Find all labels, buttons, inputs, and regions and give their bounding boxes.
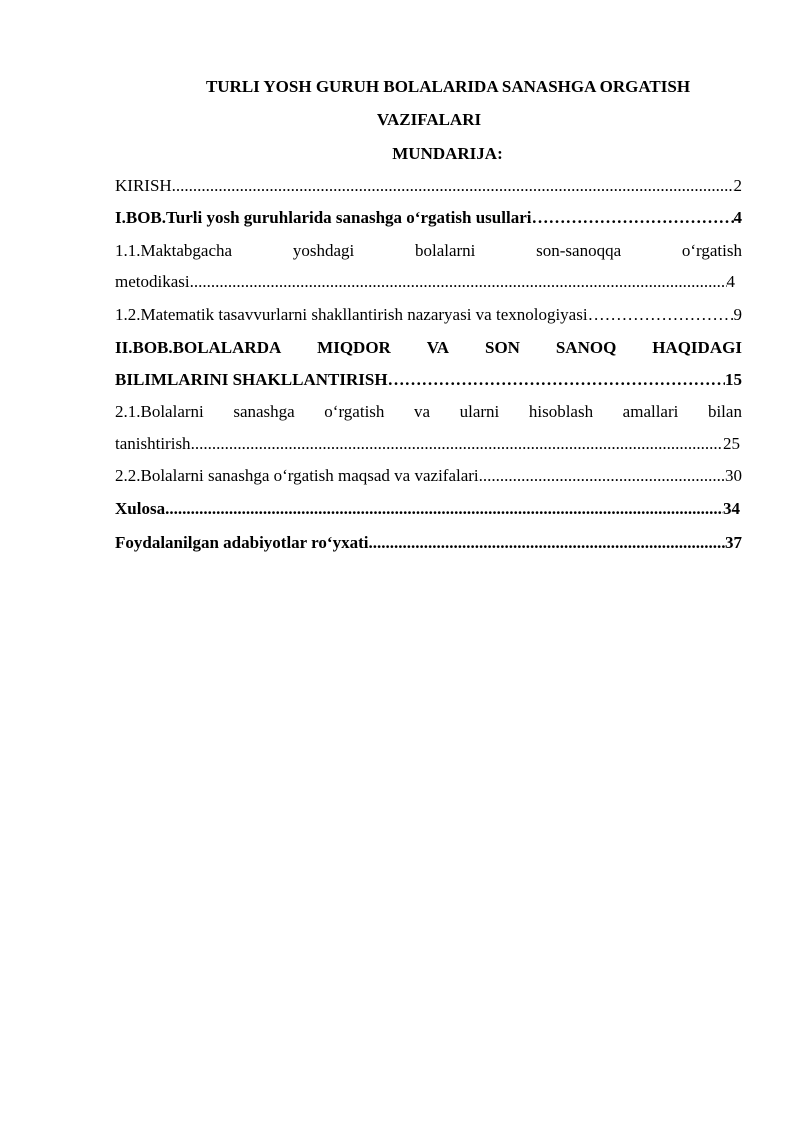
- toc-word: amallari: [622, 402, 679, 421]
- toc-entry-page: 2: [734, 174, 743, 198]
- toc-entry-label: I.BOB.Turli yosh guruhlarida sanashga o‘rgatish usullari: [115, 206, 531, 230]
- toc-word: bolalarni: [414, 241, 476, 260]
- toc-leader-dots: [479, 464, 725, 488]
- toc-word: HAQIDAGI: [652, 338, 742, 357]
- toc-word: hisoblash: [528, 402, 594, 421]
- toc-entry-label: Foydalanilgan adabiyotlar ro‘yxati: [115, 531, 368, 555]
- toc-entry-page: 34: [723, 497, 740, 521]
- toc-entry-bob2-line-2: [115, 368, 742, 392]
- toc-word: II.BOB.BOLALARDA: [115, 338, 282, 357]
- toc-word: MIQDOR: [317, 338, 391, 357]
- toc-entry-page: 30: [725, 464, 742, 488]
- toc-entry-adabiyotlar: [115, 531, 742, 555]
- document-title-line-2: VAZIFALARI: [376, 110, 482, 129]
- toc-entry-label: metodikasi: [115, 270, 190, 294]
- toc-entry-page: 25: [723, 432, 740, 456]
- toc-word: SON: [484, 338, 520, 357]
- toc-entry-page: 4: [734, 206, 743, 230]
- toc-entry-label: Xulosa: [115, 497, 165, 521]
- toc-word: sanashga: [233, 402, 295, 421]
- toc-word: 2.1.Bolalarni: [115, 402, 204, 421]
- toc-entry-kirish: [115, 174, 742, 198]
- toc-leader-dots: [388, 368, 725, 392]
- toc-word: SANOQ: [555, 338, 617, 357]
- toc-word: VA: [426, 338, 450, 357]
- toc-leader-dots: [368, 531, 725, 555]
- toc-entry-label: KIRISH: [115, 174, 172, 198]
- toc-entry-1-1-line-1: [115, 239, 742, 263]
- toc-entry-page: 15: [725, 368, 742, 392]
- toc-entry-page: 9: [734, 303, 743, 327]
- toc-entry-2-1-line-1: [115, 400, 742, 424]
- toc-entry-page: 37: [725, 531, 742, 555]
- toc-entry-page: 4: [727, 270, 736, 294]
- toc-entry-label: 2.2.Bolalarni sanashga o‘rgatish maqsad va vazifalari: [115, 464, 479, 488]
- toc-entry-1-2: [115, 303, 742, 327]
- toc-heading: MUNDARIJA:: [392, 144, 503, 163]
- document-title-line-1: TURLI YOSH GURUH BOLALARIDA SANASHGA ORGATISH: [205, 77, 691, 96]
- toc-word: bilan: [707, 402, 742, 421]
- toc-entry-label: BILIMLARINI SHAKLLANTIRISH: [115, 368, 388, 392]
- toc-leader-dots: [172, 174, 734, 198]
- toc-word: son-sanoqqa: [536, 241, 622, 260]
- toc-word: o‘rgatish: [681, 241, 742, 260]
- toc-entry-1-1-line-2: [115, 270, 735, 294]
- toc-entry-label: tanishtirish: [115, 432, 191, 456]
- toc-word: o‘rgatish: [324, 402, 385, 421]
- toc-leader-dots: [165, 497, 723, 521]
- toc-entry-xulosa: [115, 497, 740, 521]
- toc-word: yoshdagi: [292, 241, 355, 260]
- toc-word: 1.1.Maktabgacha: [115, 241, 233, 260]
- toc-entry-label: 1.2.Matematik tasavvurlarni shakllantirish nazaryasi va texnologiyasi: [115, 303, 588, 327]
- toc-entry-2-1-line-2: [115, 432, 740, 456]
- toc-entry-bob2-line-1: [115, 336, 742, 360]
- toc-word: ularni: [459, 402, 500, 421]
- toc-leader-dots: [191, 432, 723, 456]
- toc-leader-dots: [588, 303, 734, 327]
- toc-entry-2-2: [115, 464, 742, 488]
- toc-entry-bob1: [115, 206, 742, 230]
- toc-leader-dots: [531, 206, 733, 230]
- toc-word: va: [414, 402, 431, 421]
- toc-leader-dots: [190, 270, 727, 294]
